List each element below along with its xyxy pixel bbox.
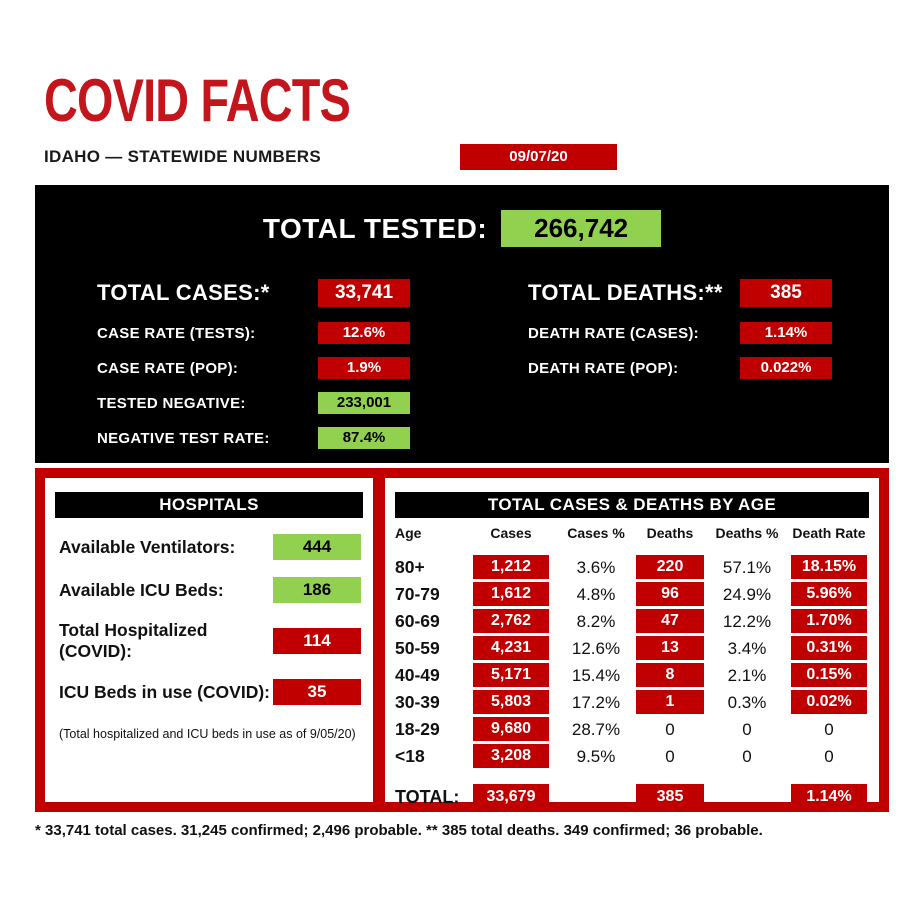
- cases-badge: 1,612: [473, 582, 549, 606]
- cases-pct-cell: 4.8%: [576, 585, 616, 604]
- stat-value-badge: 385: [740, 279, 832, 307]
- deaths-badge: 1: [636, 690, 704, 714]
- total-tested-row: [35, 210, 889, 247]
- stat-label: TESTED NEGATIVE:: [97, 394, 246, 412]
- death-rate-badge: 18.15%: [791, 555, 867, 579]
- stat-label: NEGATIVE TEST RATE:: [97, 429, 270, 447]
- deaths-cell: 0: [665, 720, 675, 739]
- cases-cell: [465, 743, 557, 770]
- age-cell: 18-29: [395, 719, 440, 739]
- footnote: * 33,741 total cases. 31,245 confirmed; 2,496 probable. ** 385 total deaths. 349 confirmed; 36 probable.: [35, 822, 763, 839]
- age-cell: 50-59: [395, 638, 440, 658]
- age-cell: 60-69: [395, 611, 440, 631]
- column-header-cases: Cases: [490, 525, 532, 541]
- cases-cell: [465, 635, 557, 662]
- column-header-deaths: Deaths: [646, 525, 694, 541]
- cases-pct-cell: 12.6%: [571, 639, 621, 658]
- stat-label: DEATH RATE (CASES):: [528, 324, 699, 342]
- hospital-value-badge: 186: [273, 577, 361, 603]
- hospital-value-badge: 444: [273, 534, 361, 560]
- death-rate-cell: [789, 554, 869, 581]
- age-table-panel: [385, 478, 879, 807]
- age-cell: 30-39: [395, 692, 440, 712]
- cases-cell: [465, 716, 557, 743]
- bottom-section: [35, 468, 889, 812]
- stat-value-badge: 1.14%: [740, 322, 832, 344]
- age-table-header: TOTAL CASES & DEATHS BY AGE: [395, 492, 869, 518]
- death-rate-cell: [789, 635, 869, 662]
- hospital-row-hospitalized: [59, 620, 361, 662]
- cases-badge: 5,803: [473, 690, 549, 714]
- stat-row-negative-test-rate: [97, 427, 475, 449]
- cases-pct-cell: 9.5%: [576, 747, 616, 766]
- total-label: TOTAL:: [395, 786, 460, 807]
- hospital-value-badge: 114: [273, 628, 361, 654]
- stat-row-total-cases: [97, 279, 475, 307]
- death-rate-badge: 1.70%: [791, 609, 867, 633]
- deaths-cell: [635, 608, 705, 635]
- deaths-pct-cell: 0: [742, 747, 752, 766]
- deaths-pct-cell: 3.4%: [727, 639, 767, 658]
- stat-label: DEATH RATE (POP):: [528, 359, 679, 377]
- stat-value-badge: 0.022%: [740, 357, 832, 379]
- age-cell: <18: [395, 746, 425, 766]
- stat-label: TOTAL CASES:*: [97, 280, 270, 305]
- stat-value-badge: 87.4%: [318, 427, 410, 449]
- deaths-cell: [635, 662, 705, 689]
- deaths-badge: 96: [636, 582, 704, 606]
- cases-badge: 3,208: [473, 744, 549, 768]
- deaths-cell: 0: [665, 747, 675, 766]
- subtitle: IDAHO — STATEWIDE NUMBERS: [44, 147, 321, 166]
- total-death-rate-badge: 1.14%: [791, 784, 867, 810]
- total-deaths-badge: 385: [636, 784, 704, 810]
- stat-row-tested-negative: [97, 392, 475, 414]
- cases-cell: [465, 662, 557, 689]
- death-rate-cell: [789, 662, 869, 689]
- stat-row-death-rate-pop: [528, 357, 889, 379]
- stat-label: CASE RATE (TESTS):: [97, 324, 256, 342]
- deaths-badge: 47: [636, 609, 704, 633]
- age-cell: 80+: [395, 557, 425, 577]
- hospital-label: ICU Beds in use (COVID):: [59, 681, 270, 702]
- hospitals-header: HOSPITALS: [55, 492, 363, 518]
- column-header-age: Age: [395, 525, 422, 541]
- stat-row-total-deaths: [528, 279, 889, 307]
- summary-right-column: [475, 279, 889, 462]
- cases-cell: [465, 554, 557, 581]
- deaths-cell: [635, 554, 705, 581]
- total-death-rate-cell: [789, 784, 869, 810]
- deaths-pct-cell: 57.1%: [722, 558, 772, 577]
- age-cell: 40-49: [395, 665, 440, 685]
- table-spacer: [395, 546, 869, 554]
- hospitals-rows: [55, 534, 363, 705]
- deaths-cell: [635, 581, 705, 608]
- cases-cell: [465, 689, 557, 716]
- cases-badge: 4,231: [473, 636, 549, 660]
- deaths-pct-cell: 0.3%: [727, 693, 767, 712]
- stat-label: TOTAL DEATHS:**: [528, 280, 723, 305]
- total-deaths-cell: [635, 784, 705, 810]
- stat-value-badge: 1.9%: [318, 357, 410, 379]
- hospital-label: Available Ventilators:: [59, 536, 236, 557]
- total-cases-badge: 33,679: [473, 784, 549, 810]
- summary-panel: [35, 185, 889, 463]
- cases-pct-cell: 3.6%: [576, 558, 616, 577]
- column-header-deaths-pct: Deaths %: [715, 525, 779, 541]
- hospital-row-icu-beds: [59, 577, 361, 603]
- deaths-cell: [635, 689, 705, 716]
- death-rate-cell: [789, 689, 869, 716]
- cases-pct-cell: 15.4%: [571, 666, 621, 685]
- death-rate-cell: 0: [824, 747, 834, 766]
- cases-badge: 2,762: [473, 609, 549, 633]
- deaths-pct-cell: 0: [742, 720, 752, 739]
- total-tested-label: TOTAL TESTED:: [262, 212, 488, 244]
- death-rate-badge: 0.31%: [791, 636, 867, 660]
- summary-left-column: [35, 279, 475, 462]
- stat-row-death-rate-cases: [528, 322, 889, 344]
- age-table: [395, 520, 869, 770]
- cases-pct-cell: 17.2%: [571, 693, 621, 712]
- stat-label: CASE RATE (POP):: [97, 359, 239, 377]
- deaths-pct-cell: 12.2%: [722, 612, 772, 631]
- cases-cell: [465, 608, 557, 635]
- hospital-row-ventilators: [59, 534, 361, 560]
- hospitals-note: (Total hospitalized and ICU beds in use as of 9/05/20): [59, 727, 356, 741]
- death-rate-cell: 0: [824, 720, 834, 739]
- hospital-label: Available ICU Beds:: [59, 579, 224, 600]
- death-rate-badge: 0.02%: [791, 690, 867, 714]
- stat-row-case-rate-pop: [97, 357, 475, 379]
- date-badge: 09/07/20: [460, 144, 617, 170]
- summary-columns: [35, 279, 889, 462]
- total-tested-value-badge: 266,742: [501, 210, 661, 247]
- hospital-label: Total Hospitalized (COVID):: [59, 620, 208, 661]
- stat-value-badge: 233,001: [318, 392, 410, 414]
- deaths-pct-cell: 24.9%: [722, 585, 772, 604]
- stat-value-badge: 33,741: [318, 279, 410, 307]
- cases-badge: 5,171: [473, 663, 549, 687]
- deaths-pct-cell: 2.1%: [727, 666, 767, 685]
- hospital-value-badge: 35: [273, 679, 361, 705]
- hospital-row-icu-in-use: [59, 679, 361, 705]
- age-table-total-row: [395, 784, 869, 810]
- cases-cell: [465, 581, 557, 608]
- cases-pct-cell: 8.2%: [576, 612, 616, 631]
- age-cell: 70-79: [395, 584, 440, 604]
- deaths-badge: 13: [636, 636, 704, 660]
- hospitals-panel: [45, 478, 373, 802]
- death-rate-badge: 0.15%: [791, 663, 867, 687]
- deaths-cell: [635, 635, 705, 662]
- total-cases-cell: [465, 784, 557, 810]
- cases-pct-cell: 28.7%: [571, 720, 621, 739]
- page-title: COVID FACTS: [44, 67, 351, 134]
- column-header-cases-pct: Cases %: [567, 525, 625, 541]
- column-header-death-rate: Death Rate: [792, 525, 866, 541]
- stat-value-badge: 12.6%: [318, 322, 410, 344]
- death-rate-badge: 5.96%: [791, 582, 867, 606]
- cases-badge: 1,212: [473, 555, 549, 579]
- death-rate-cell: [789, 581, 869, 608]
- stat-row-case-rate-tests: [97, 322, 475, 344]
- deaths-badge: 8: [636, 663, 704, 687]
- death-rate-cell: [789, 608, 869, 635]
- deaths-badge: 220: [636, 555, 704, 579]
- cases-badge: 9,680: [473, 717, 549, 741]
